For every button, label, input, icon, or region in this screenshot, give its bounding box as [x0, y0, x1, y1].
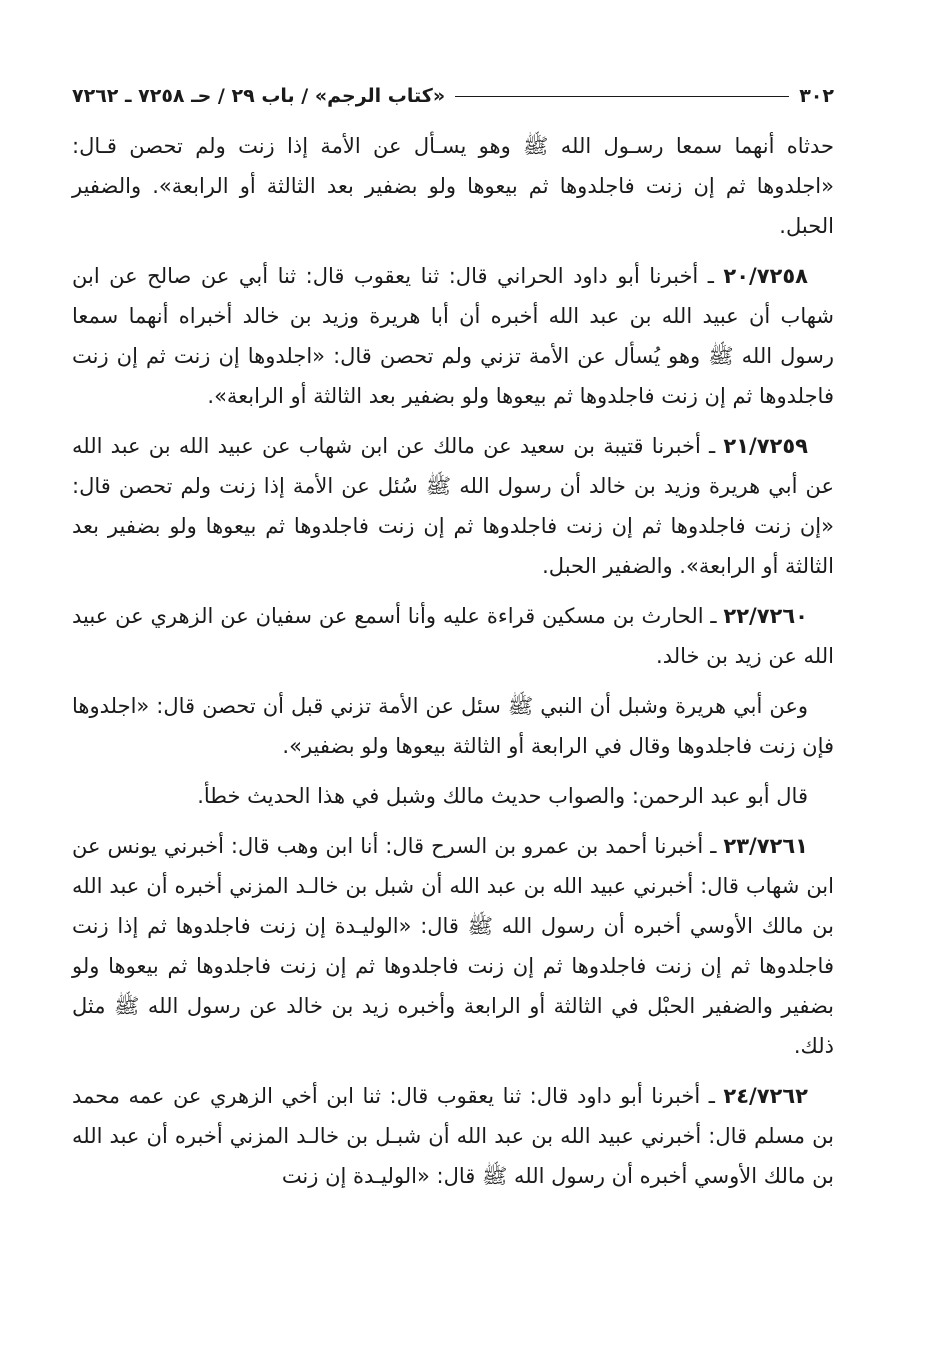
page-header — [72, 80, 834, 112]
hadith-7258 — [72, 256, 834, 416]
hadith-7259 — [72, 426, 834, 586]
paragraph-text: قال أبو عبد الرحمن: والصواب حديث مالك وشبل في هذا الحديث خطأ. — [197, 784, 808, 808]
hadith-7260 — [72, 596, 834, 676]
paragraph-text: ـ أخبرنا قتيبة بن سعيد عن مالك عن ابن شهاب عن عبيد الله بن عبد الله عن أبي هريرة وزيد بن خالد أن رسول الله ﷺ سُئل عن الأمة إذا زنت ولم تحصن قال: «إن زنت فاجلدوها ثم إن زنت فاجلدوها ثم إن زنت فاجلدوها ثم بيعوها ولو بضفير بعد الثالثة أو الرابعة». والضفير الحبل. — [72, 434, 834, 578]
paragraph-text: حدثاه أنهما سمعا رسـول الله ﷺ وهو يسـأل عن الأمة إذا زنت ولم تحصن قـال: «اجلدوها ثم إن زنت فاجلدوها ثم بيعوها ولو بضفير بعد الثالثة أو الرابعة». والضفير الحبل. — [72, 134, 834, 238]
paragraph-text: ـ أخبرنا أحمد بن عمرو بن السرح قال: أنا ابن وهب قال: أخبرني يونس عن ابن شهاب قال: أخبرني عبيد الله بن عبد الله أن شبل بن خالـد المزني أخبره أن عبد الله بن مالك الأوسي أخبره أن رسول الله ﷺ قال: «الوليـدة إن زنت فاجلدوها ثم إذا زنت فاجلدوها ثم إن زنت فاجلدوها ثم إن زنت فاجلدوها ثم إن زنت فاجلدوها ثم بيعوها ولو بضفير والضفير الحبْل في الثالثة أو الرابعة وأخبره زيد بن خالد عن رسول الله ﷺ مثل ذلك. — [72, 834, 834, 1058]
hadith-number: ٢٢/٧٢٦٠ — [723, 604, 808, 628]
header-rule — [455, 96, 789, 97]
paragraph-text: وعن أبي هريرة وشبل أن النبي ﷺ سئل عن الأمة تزني قبل أن تحصن قال: «اجلدوها فإن زنت فاجلدوها وقال في الرابعة أو الثالثة بيعوها ولو بضفير». — [72, 694, 834, 758]
running-title: «كتاب الرجم» / باب ٢٩ / حـ ٧٢٥٨ ـ ٧٢٦٢ — [72, 85, 446, 107]
paragraph-text: ـ الحارث بن مسكين قراءة عليه وأنا أسمع عن سفيان عن الزهري عن عبيد الله عن زيد بن خالد. — [72, 604, 834, 668]
author-comment — [72, 776, 834, 816]
hadith-number: ٢١/٧٢٥٩ — [723, 434, 808, 458]
paragraph-text: ـ أخبرنا أبو داود الحراني قال: ثنا يعقوب قال: ثنا أبي عن صالح عن ابن شهاب أن عبيد الله بن عبد الله أخبره أن أبا هريرة وزيد بن خالد أخبراه أنهما سمعا رسول الله ﷺ وهو يُسأل عن الأمة تزني ولم تحصن قال: «اجلدوها إن زنت ثم إن زنت فاجلدوها ثم إن زنت فاجلدوها ثم بيعوها ولو بضفير بعد الثالثة أو الرابعة». — [72, 264, 834, 408]
hadith-7261 — [72, 826, 834, 1066]
body-text — [72, 126, 834, 1196]
hadith-7260-continuation — [72, 686, 834, 766]
hadith-number: ٢٣/٧٢٦١ — [723, 834, 808, 858]
hadith-7262 — [72, 1076, 834, 1196]
paragraph-text: ـ أخبرنا أبو داود قال: ثنا يعقوب قال: ثنا ابن أخي الزهري عن عمه محمد بن مسلم قال: أخبرني عبيد الله بن عبد الله أن شبـل بن خالـد المزني أخبره أن عبد الله بن مالك الأوسي أخبره أن رسول الله ﷺ قال: «الوليـدة إن زنت — [72, 1084, 834, 1188]
hadith-number: ٢٤/٧٢٦٢ — [723, 1084, 808, 1108]
hadith-number: ٢٠/٧٢٥٨ — [723, 264, 808, 288]
page — [72, 80, 834, 1206]
paragraph-continuation — [72, 126, 834, 246]
page-number: ٣٠٢ — [799, 85, 834, 107]
